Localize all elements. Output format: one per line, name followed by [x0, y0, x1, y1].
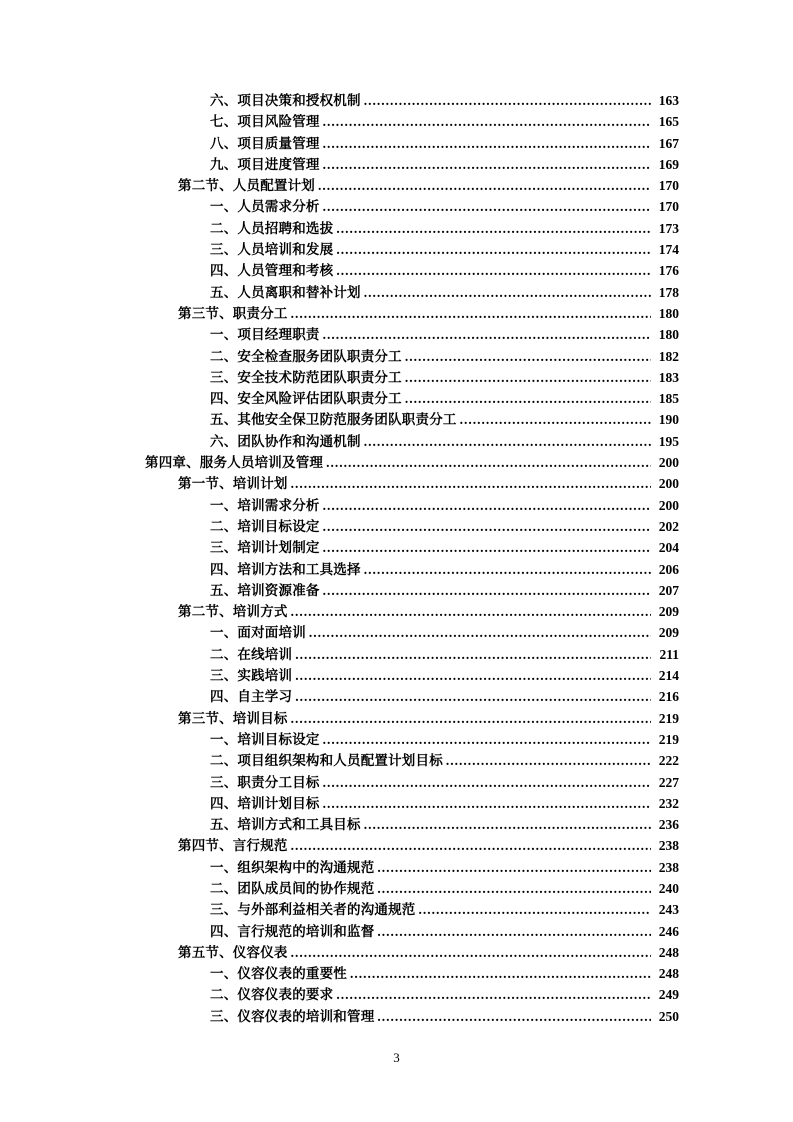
footer-page-number: 3 [393, 1050, 400, 1065]
toc-entry-title: 三、与外部利益相关者的沟通规范 [210, 902, 416, 918]
toc-dot-leader [318, 175, 651, 196]
toc-entry-page-number: 170 [658, 178, 679, 194]
toc-dot-leader [309, 622, 651, 643]
toc-dot-leader [323, 111, 651, 132]
toc-entry-page-number: 209 [658, 604, 679, 620]
toc-entry-page-number: 200 [658, 455, 679, 471]
toc-dot-leader [336, 239, 651, 260]
toc-entry-page-number: 200 [658, 476, 679, 492]
toc-dot-leader [291, 303, 651, 324]
toc-entry[interactable] [145, 324, 679, 345]
toc-entry-page-number: 180 [658, 327, 679, 343]
toc-entry-title: 第三节、职责分工 [178, 305, 288, 321]
toc-entry-title: 四、言行规范的培训和监督 [210, 923, 375, 939]
toc-entry-title: 第二节、人员配置计划 [178, 178, 315, 194]
toc-entry-title: 六、项目决策和授权机制 [210, 93, 361, 108]
toc-entry[interactable] [145, 196, 679, 217]
toc-entry-title: 三、职责分工目标 [210, 774, 320, 790]
toc-entry[interactable] [145, 537, 679, 558]
toc-entry-page-number: 250 [658, 1008, 679, 1024]
toc-entry-page-number: 183 [658, 369, 679, 385]
toc-entry[interactable] [145, 729, 679, 750]
toc-entry[interactable] [145, 601, 679, 622]
toc-entry[interactable] [145, 175, 679, 196]
toc-entry-page-number: 200 [658, 497, 679, 513]
toc-entry-title: 二、在线培训 [210, 646, 293, 662]
toc-entry[interactable] [145, 282, 679, 303]
toc-dot-leader [323, 580, 651, 601]
toc-entry[interactable] [145, 516, 679, 537]
toc-entry-title: 第二节、培训方式 [178, 604, 288, 620]
toc-dot-leader [291, 835, 651, 856]
toc-dot-leader [364, 90, 651, 111]
toc-entry-page-number: 163 [658, 93, 679, 108]
toc-dot-leader [377, 857, 651, 878]
toc-entry-title: 二、人员招聘和选拔 [210, 220, 334, 236]
toc-entry-page-number: 204 [658, 540, 679, 556]
toc-entry-title: 二、团队成员间的协作规范 [210, 880, 375, 896]
toc-entry[interactable] [145, 708, 679, 729]
toc-entry-page-number: 180 [658, 305, 679, 321]
toc-dot-leader [323, 772, 651, 793]
toc-dot-leader [295, 644, 651, 665]
toc-dot-leader [377, 1006, 651, 1027]
toc-dot-leader [446, 750, 651, 771]
toc-entry-page-number: 182 [658, 348, 679, 364]
toc-dot-leader [377, 878, 651, 899]
toc-dot-leader [323, 793, 651, 814]
toc-entry-page-number: 178 [658, 284, 679, 300]
toc-dot-leader [323, 516, 651, 537]
toc-entry[interactable] [145, 218, 679, 239]
toc-entry-page-number: 248 [658, 966, 679, 982]
toc-dot-leader [405, 367, 651, 388]
toc-entry-title: 四、安全风险评估团队职责分工 [210, 391, 402, 407]
toc-entry-page-number: 195 [658, 433, 679, 449]
toc-dot-leader [336, 218, 651, 239]
toc-entry-title: 五、培训资源准备 [210, 582, 320, 598]
toc-entry-page-number: 219 [658, 731, 679, 747]
toc-entry[interactable] [145, 622, 679, 643]
toc-entry-page-number: 248 [658, 944, 679, 960]
toc-entry-title: 一、人员需求分析 [210, 199, 320, 215]
toc-entry-title: 第一节、培训计划 [178, 476, 288, 492]
toc-entry[interactable] [145, 346, 679, 367]
toc-dot-leader [323, 154, 651, 175]
toc-dot-leader [405, 346, 651, 367]
toc-dot-leader [323, 133, 651, 154]
toc-entry[interactable] [145, 963, 679, 984]
toc-entry[interactable] [145, 772, 679, 793]
toc-entry[interactable] [145, 473, 679, 494]
toc-dot-leader [291, 708, 651, 729]
toc-entry[interactable] [145, 984, 679, 1005]
toc-entry-page-number: 176 [658, 263, 679, 279]
toc-entry-title: 四、自主学习 [210, 689, 293, 705]
toc-entry-page-number: 236 [658, 817, 679, 833]
toc-entry-page-number: 243 [658, 902, 679, 918]
toc-entry[interactable] [145, 942, 679, 963]
toc-entry-page-number: 219 [658, 710, 679, 726]
toc-entry-page-number: 190 [658, 412, 679, 428]
toc-entry[interactable] [145, 878, 679, 899]
toc-entry[interactable] [145, 814, 679, 835]
toc-entry-page-number: 169 [658, 156, 679, 172]
table-of-contents [145, 90, 679, 1027]
toc-entry-title: 四、培训方法和工具选择 [210, 561, 361, 577]
toc-entry-title: 三、人员培训和发展 [210, 242, 334, 258]
toc-dot-leader [291, 601, 651, 622]
toc-entry-page-number: 238 [658, 838, 679, 854]
toc-entry[interactable] [145, 154, 679, 175]
toc-dot-leader [350, 963, 651, 984]
toc-dot-leader [364, 431, 651, 452]
toc-entry-title: 第四节、言行规范 [178, 838, 288, 854]
toc-entry[interactable] [145, 835, 679, 856]
toc-entry-page-number: 246 [658, 923, 679, 939]
toc-entry-title: 二、仪容仪表的要求 [210, 987, 334, 1003]
toc-entry-title: 第五节、仪容仪表 [178, 944, 288, 960]
toc-entry-title: 四、人员管理和考核 [210, 263, 334, 279]
toc-entry-title: 第四章、服务人员培训及管理 [145, 455, 324, 471]
toc-entry-page-number: 214 [658, 668, 679, 684]
toc-entry[interactable] [145, 260, 679, 281]
toc-entry-title: 五、其他安全保卫防范服务团队职责分工 [210, 412, 457, 428]
toc-entry-title: 三、仪容仪表的培训和管理 [210, 1008, 375, 1024]
toc-dot-leader [405, 388, 651, 409]
toc-entry-title: 第三节、培训目标 [178, 710, 288, 726]
toc-dot-leader [323, 729, 651, 750]
toc-entry[interactable] [145, 665, 679, 686]
toc-dot-leader [323, 324, 651, 345]
toc-entry-title: 六、团队协作和沟通机制 [210, 433, 361, 449]
toc-entry-title: 四、培训计划目标 [210, 795, 320, 811]
toc-entry-page-number: 202 [658, 518, 679, 534]
toc-entry-title: 一、面对面培训 [210, 625, 306, 641]
toc-entry[interactable] [145, 239, 679, 260]
toc-dot-leader [336, 260, 651, 281]
toc-entry[interactable] [145, 431, 679, 452]
toc-dot-leader [364, 559, 651, 580]
toc-entry-title: 三、安全技术防范团队职责分工 [210, 369, 402, 385]
toc-entry[interactable] [145, 1006, 679, 1027]
toc-dot-leader [291, 473, 651, 494]
toc-dot-leader [377, 921, 651, 942]
toc-entry-page-number: 227 [658, 774, 679, 790]
toc-entry-title: 九、项目进度管理 [210, 156, 320, 172]
toc-dot-leader [326, 452, 651, 473]
toc-entry-title: 二、培训目标设定 [210, 518, 320, 534]
toc-entry[interactable] [145, 750, 679, 771]
toc-dot-leader [323, 495, 651, 516]
toc-entry[interactable] [145, 111, 679, 132]
toc-entry-page-number: 174 [658, 242, 679, 258]
toc-entry-page-number: 207 [658, 582, 679, 598]
toc-dot-leader [364, 282, 651, 303]
toc-entry-title: 二、安全检查服务团队职责分工 [210, 348, 402, 364]
toc-entry[interactable] [145, 686, 679, 707]
toc-entry[interactable] [145, 133, 679, 154]
toc-entry-page-number: 170 [658, 199, 679, 215]
toc-entry[interactable] [145, 303, 679, 324]
toc-dot-leader [460, 409, 651, 430]
toc-dot-leader [291, 942, 651, 963]
toc-entry-title: 一、仪容仪表的重要性 [210, 966, 347, 982]
toc-entry[interactable] [145, 495, 679, 516]
toc-entry[interactable] [145, 899, 679, 920]
toc-entry-title: 一、项目经理职责 [210, 327, 320, 343]
toc-dot-leader [295, 665, 651, 686]
toc-entry-page-number: 249 [658, 987, 679, 1003]
toc-entry[interactable] [145, 409, 679, 430]
toc-entry-title: 五、人员离职和替补计划 [210, 284, 361, 300]
toc-entry-page-number: 165 [658, 114, 679, 130]
toc-entry-page-number: 209 [658, 625, 679, 641]
toc-entry-title: 一、培训需求分析 [210, 497, 320, 513]
toc-entry-page-number: 167 [658, 135, 679, 151]
toc-entry-title: 三、实践培训 [210, 668, 293, 684]
toc-dot-leader [336, 984, 651, 1005]
toc-entry[interactable] [145, 921, 679, 942]
toc-dot-leader [419, 899, 652, 920]
toc-entry-page-number: 173 [658, 220, 679, 236]
toc-entry-page-number: 211 [659, 646, 679, 662]
toc-entry[interactable] [145, 793, 679, 814]
toc-entry-title: 二、项目组织架构和人员配置计划目标 [210, 753, 443, 769]
toc-entry-title: 一、培训目标设定 [210, 731, 320, 747]
toc-entry-title: 三、培训计划制定 [210, 540, 320, 556]
toc-entry[interactable] [145, 559, 679, 580]
toc-entry-page-number: 240 [658, 880, 679, 896]
toc-entry-title: 七、项目风险管理 [210, 114, 320, 130]
toc-entry[interactable] [145, 644, 679, 665]
toc-entry-page-number: 185 [658, 391, 679, 407]
toc-entry[interactable] [145, 388, 679, 409]
toc-dot-leader [364, 814, 651, 835]
toc-entry[interactable] [145, 580, 679, 601]
toc-entry[interactable] [145, 90, 679, 111]
toc-dot-leader [295, 686, 651, 707]
toc-entry-title: 八、项目质量管理 [210, 135, 320, 151]
toc-entry-page-number: 216 [658, 689, 679, 705]
toc-dot-leader [323, 537, 651, 558]
toc-entry[interactable] [145, 857, 679, 878]
toc-entry-page-number: 232 [658, 795, 679, 811]
toc-entry-page-number: 206 [658, 561, 679, 577]
toc-entry-page-number: 222 [658, 753, 679, 769]
toc-entry-title: 五、培训方式和工具目标 [210, 817, 361, 833]
toc-entry-page-number: 238 [658, 859, 679, 875]
toc-entry[interactable] [145, 367, 679, 388]
toc-entry[interactable] [145, 452, 679, 473]
toc-dot-leader [323, 196, 651, 217]
toc-entry-title: 一、组织架构中的沟通规范 [210, 859, 375, 875]
